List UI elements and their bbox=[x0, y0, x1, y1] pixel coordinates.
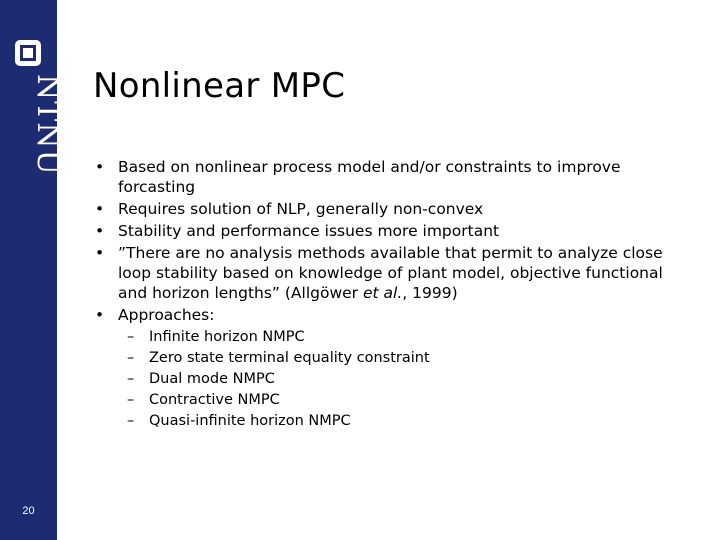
bullet-icon: • bbox=[95, 158, 105, 176]
dash-icon: – bbox=[127, 413, 135, 429]
ntnu-logo bbox=[0, 30, 65, 180]
bullet-icon: • bbox=[95, 244, 105, 262]
dash-icon: – bbox=[127, 392, 135, 408]
approaches-list bbox=[118, 327, 689, 432]
sub-list-item bbox=[118, 348, 689, 369]
svg-text:NTNU: NTNU bbox=[30, 74, 65, 176]
sub-list-item bbox=[118, 411, 689, 432]
page-number: 20 bbox=[22, 505, 35, 517]
dash-icon: – bbox=[127, 371, 135, 387]
bullet-text: Stability and performance issues more important bbox=[118, 222, 500, 240]
list-item bbox=[89, 199, 689, 219]
approaches-label: Approaches: bbox=[118, 306, 215, 324]
bullet-list bbox=[89, 157, 689, 434]
sub-item-text: Contractive NMPC bbox=[149, 392, 280, 408]
bullet-icon: • bbox=[95, 200, 105, 218]
bullet-text: Based on nonlinear process model and/or constraints to improve forcasting bbox=[118, 158, 621, 196]
sub-item-text: Zero state terminal equality constraint bbox=[149, 350, 430, 366]
dash-icon: – bbox=[127, 350, 135, 366]
quote-tail: , 1999) bbox=[402, 284, 458, 302]
sub-item-text: Quasi-infinite horizon NMPC bbox=[149, 413, 351, 429]
sub-item-text: Infinite horizon NMPC bbox=[149, 329, 305, 345]
sidebar bbox=[0, 0, 65, 540]
sub-list-item bbox=[118, 369, 689, 390]
sub-list-item bbox=[118, 390, 689, 411]
bullet-text: Requires solution of NLP, generally non-convex bbox=[118, 200, 484, 218]
list-item bbox=[89, 221, 689, 241]
quote-et-al: et al. bbox=[362, 284, 403, 302]
sub-item-text: Dual mode NMPC bbox=[149, 371, 275, 387]
bullet-icon: • bbox=[95, 222, 105, 240]
list-item bbox=[89, 243, 689, 303]
dash-icon: – bbox=[127, 329, 135, 345]
list-item bbox=[89, 305, 689, 432]
sub-list-item bbox=[118, 327, 689, 348]
list-item bbox=[89, 157, 689, 197]
slide-title: Nonlinear MPC bbox=[93, 66, 346, 106]
quote-text: ”There are no analysis methods available that permit to analyze close loop stability based on knowledge of plant model, objective functional and horizon lengths” (Allgöwer bbox=[118, 244, 663, 302]
bullet-icon: • bbox=[95, 306, 105, 324]
